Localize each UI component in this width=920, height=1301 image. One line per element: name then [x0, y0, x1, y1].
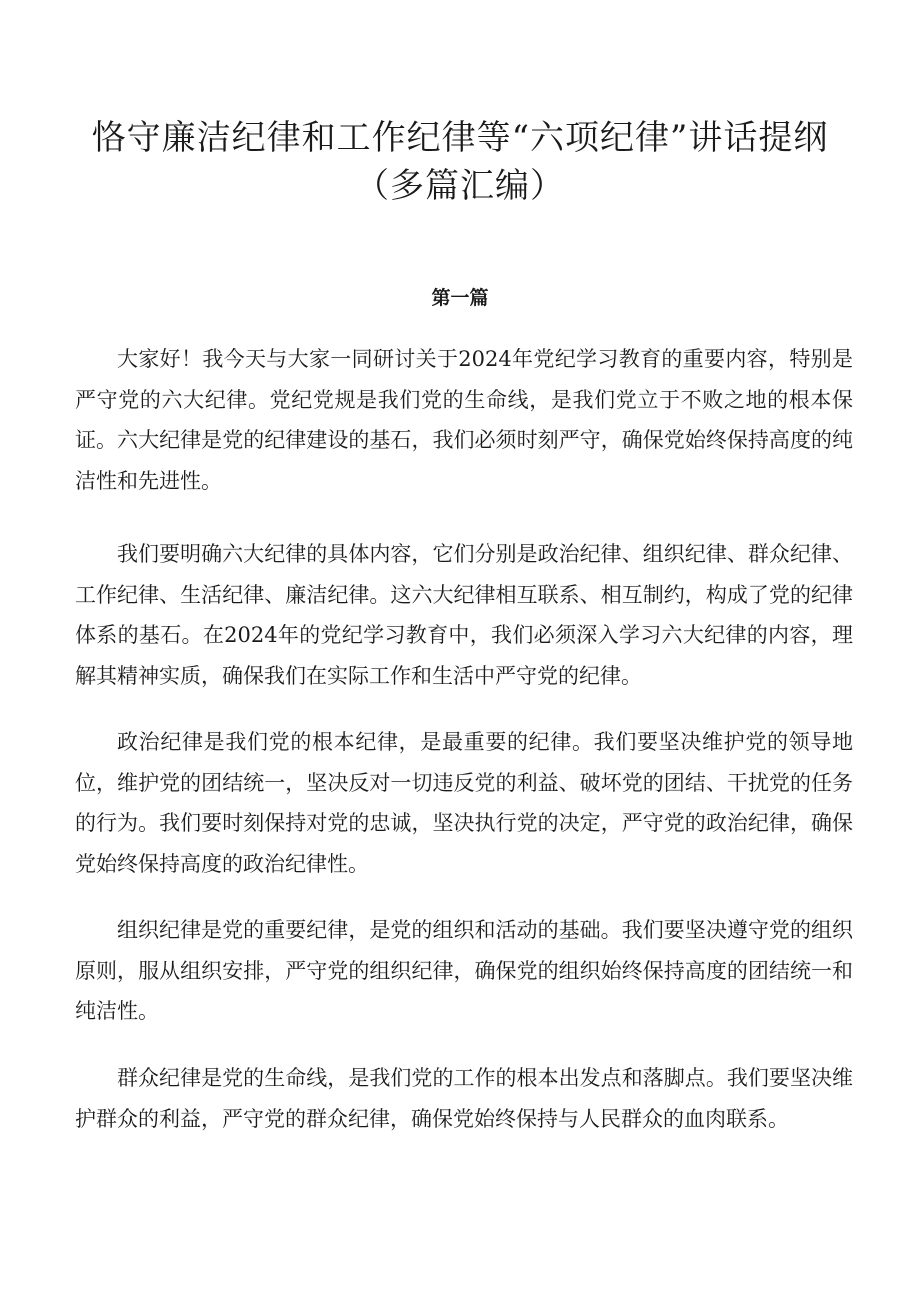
paragraph-3: 政治纪律是我们党的根本纪律，是最重要的纪律。我们要坚决维护党的领导地位，维护党的团结统一，坚决反对一切违反党的利益、破坏党的团结、干扰党的任务的行为。我们要时刻保持对党的忠诚，坚决执行党的决定，严守党的政治纪律，确保党始终保持高度的政治纪律性。 [75, 730, 853, 876]
document-title-line-1: 恪守廉洁纪律和工作纪律等“六项纪律”讲话提纲 [91, 118, 829, 158]
paragraph-1: 大家好！我今天与大家一同研讨关于2024年党纪学习教育的重要内容，特别是严守党的六大纪律。党纪党规是我们党的生命线，是我们党立于不败之地的根本保证。六大纪律是党的纪律建设的基石，我们必须时刻严守，确保党始终保持高度的纯洁性和先进性。 [75, 347, 853, 493]
section-heading: 第一篇 [431, 287, 489, 309]
paragraph-2: 我们要明确六大纪律的具体内容，它们分别是政治纪律、组织纪律、群众纪律、工作纪律、生活纪律、廉洁纪律。这六大纪律相互联系、相互制约，构成了党的纪律体系的基石。在2024年的党纪学习教育中，我们必须深入学习六大纪律的内容，理解其精神实质，确保我们在实际工作和生活中严守党的纪律。 [75, 542, 853, 688]
paragraph-4: 组织纪律是党的重要纪律，是党的组织和活动的基础。我们要坚决遵守党的组织原则，服从组织安排，严守党的组织纪律，确保党的组织始终保持高度的团结统一和纯洁性。 [75, 918, 853, 1023]
paragraph-5: 群众纪律是党的生命线，是我们党的工作的根本出发点和落脚点。我们要坚决维护群众的利益，严守党的群众纪律，确保党始终保持与人民群众的血肉联系。 [75, 1066, 853, 1131]
document-title-line-2: （多篇汇编） [355, 166, 565, 206]
